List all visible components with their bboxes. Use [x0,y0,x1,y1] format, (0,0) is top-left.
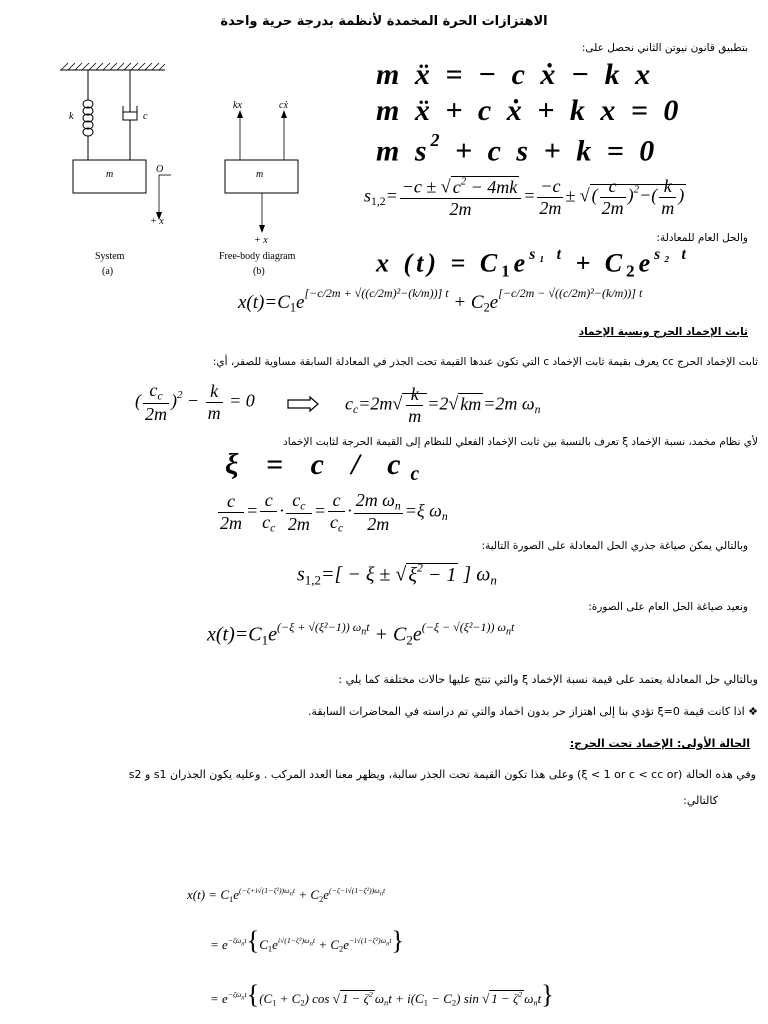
eq-damping-ratio: $\xi = c / c_c$ [225,448,430,485]
roots-intro: وبالتالي يمكن صياغة جذري الحل المعادلة على الصورة التالية: [481,540,748,552]
label-k: k [69,111,74,122]
ratio-definition: لأي نظام مخمد، نسبة الإخماد ξ تعرف بالنسبة بين ثابت الإخماد الفعلي للنظام إلى القيمة الحرجة لثابت الإخماد [283,436,758,448]
caption-a: (a) [102,266,114,277]
eq-expansion-1: $x(t) = C_1e^{(-\zeta+i√(1-\zeta^2))\omega_nt} + C_2e^{(-\zeta-i√(1-\zeta^2))\omega_nt}$ [187,886,386,904]
eq-roots: $s_{1,2}=$ $\frac{-c \pm √ c^2 - 4mk}{2m}$ = $\frac{-c}{2m}$ ± √ ( $\frac{c}{2m}$ )$^2$−( $\frac{k}{m}$ ) [364,175,685,219]
fbd-x-arrow-icon [259,225,265,233]
label-cxdot: cẋ [279,100,288,111]
case1-text: وفي هذه الحالة (ξ < 1 or c < cc or) وعلى هذا تكون القيمة تحت الجذر سالبة، ويظهر معنا العدد المركب . وعليه يكون الجذران s1 و s2 [128,768,756,781]
eq-critical-condition: ( $\frac{c_c}{2m}$ )$^2$ − $\frac{k}{m}$ = 0 [135,380,255,424]
eq-expansion-2: = $e^{-\zeta\omega_nt}\{C_1e^{i√(1-\zeta^2)\omega_nt} + C_2e^{-i√(1-\zeta^2)\omega_nt}\}$ [210,926,404,955]
damper-icon [123,70,137,160]
eq-motion-1: m ẍ = − c ẋ − k x [376,58,655,91]
ceiling-hatch [61,63,165,70]
bullet-undamped [308,705,758,718]
label-plus-x: + x [150,216,164,227]
newton-intro: بتطبيق قانون نيوتن الثاني نحصل على: [581,42,748,54]
bullet-undamped-text: اذا كانت قيمة ξ=0 تؤدي بنا إلى اهتزاز حر بدون اخماد والتي تم دراسته في المحاضرات السابقة. [307,705,745,718]
critical-heading: ثابت الإخماد الحرج ونسبة الإخماد [578,326,748,338]
eq-expansion-3: = $e^{-\zeta\omega_nt}\{(C_1 + C_2)$ cos √ $1 - \zeta^2$ $\omega_nt + i(C_1 - C_2)$ sin √ $1 - \zeta^2$ $\omega_nt$} [210,980,554,1009]
label-origin: O [156,164,164,175]
label-m: m [106,169,114,180]
implies-arrow-icon [286,396,320,412]
case1-heading: الحالة الأولى: الإخماد تحت الحرج: [569,737,750,750]
eq-characteristic: m $s^2 + c$ s + k = 0 [376,130,659,168]
kx-arrow-icon [237,110,243,118]
general-rewrite-intro: ونعيد صياغة الحل العام على الصورة: [588,601,748,613]
eq-roots-xi: $s_{1,2}=[ - \xi$ ± √ $\xi^2 - 1$ ] $\omega_n$ [297,560,497,588]
cx-arrow-icon [281,110,287,118]
caption-system: System [95,251,125,262]
fbd-label-m: m [256,169,264,180]
page-title: الاهتزازات الحرة المخمدة لأنظمة بدرجة حرية واحدة [220,14,548,29]
eq-general-expanded: $x(t)=C_1e^{[-c/2m + √((c/2m)^2-(k/m))] t} + C_2e^{[-c/2m - √((c/2m)^2-(k/m))] t}$ [238,286,643,315]
general-solution-intro: والحل العام للمعادلة: [656,232,748,244]
eq-general-solution: x $(t) = C_1e^{s_1 t} + C_2e^{s_2 t}$ [376,246,690,281]
critical-definition: ثابت الإخماد الحرج cc يعرف بقيمة ثابت الإخماد c التي تكون عندها القيمة تحت الجذر في المعادلة السابقة مساوية للصفر، أي: [212,356,758,368]
caption-b: (b) [253,266,265,277]
eq-motion-2: m ẍ + c ẋ + k x = 0 [376,94,683,127]
case1-text-2: كالتالي: [683,794,718,807]
caption-fbd: Free-body diagram [219,251,296,262]
eq-general-xi: $x(t)=C_1e^{(-\xi + √(\xi^2-1)) \omega_nt} + C_2e^{(-\xi - √(\xi^2-1)) \omega_nt}$ [207,620,515,648]
eq-critical-value: $c_c=2m√$ $\frac{k}{m}$ =2√ km =2m $\omega_n$ [345,384,541,426]
bullet-icon: ❖ [744,705,758,718]
eq-ratio-chain: $\frac{c}{2m}$ = $\frac{c}{c_c}$ · $\frac{c_c}{2m}$ = $\frac{c}{c_c}$ · $\frac{2m \omega_n}{2m}$ =ξ $\omega_n$ [220,490,448,535]
label-c: c [143,111,148,122]
cases-intro: وبالتالي حل المعادلة يعتمد على قيمة نسبة الإخماد ξ والتي تنتج عليها حالات مختلفة كما يلي : [338,673,758,686]
spring-icon [83,70,93,160]
label-kx: kx [233,100,242,111]
fbd-label-plus-x: + x [254,235,268,246]
